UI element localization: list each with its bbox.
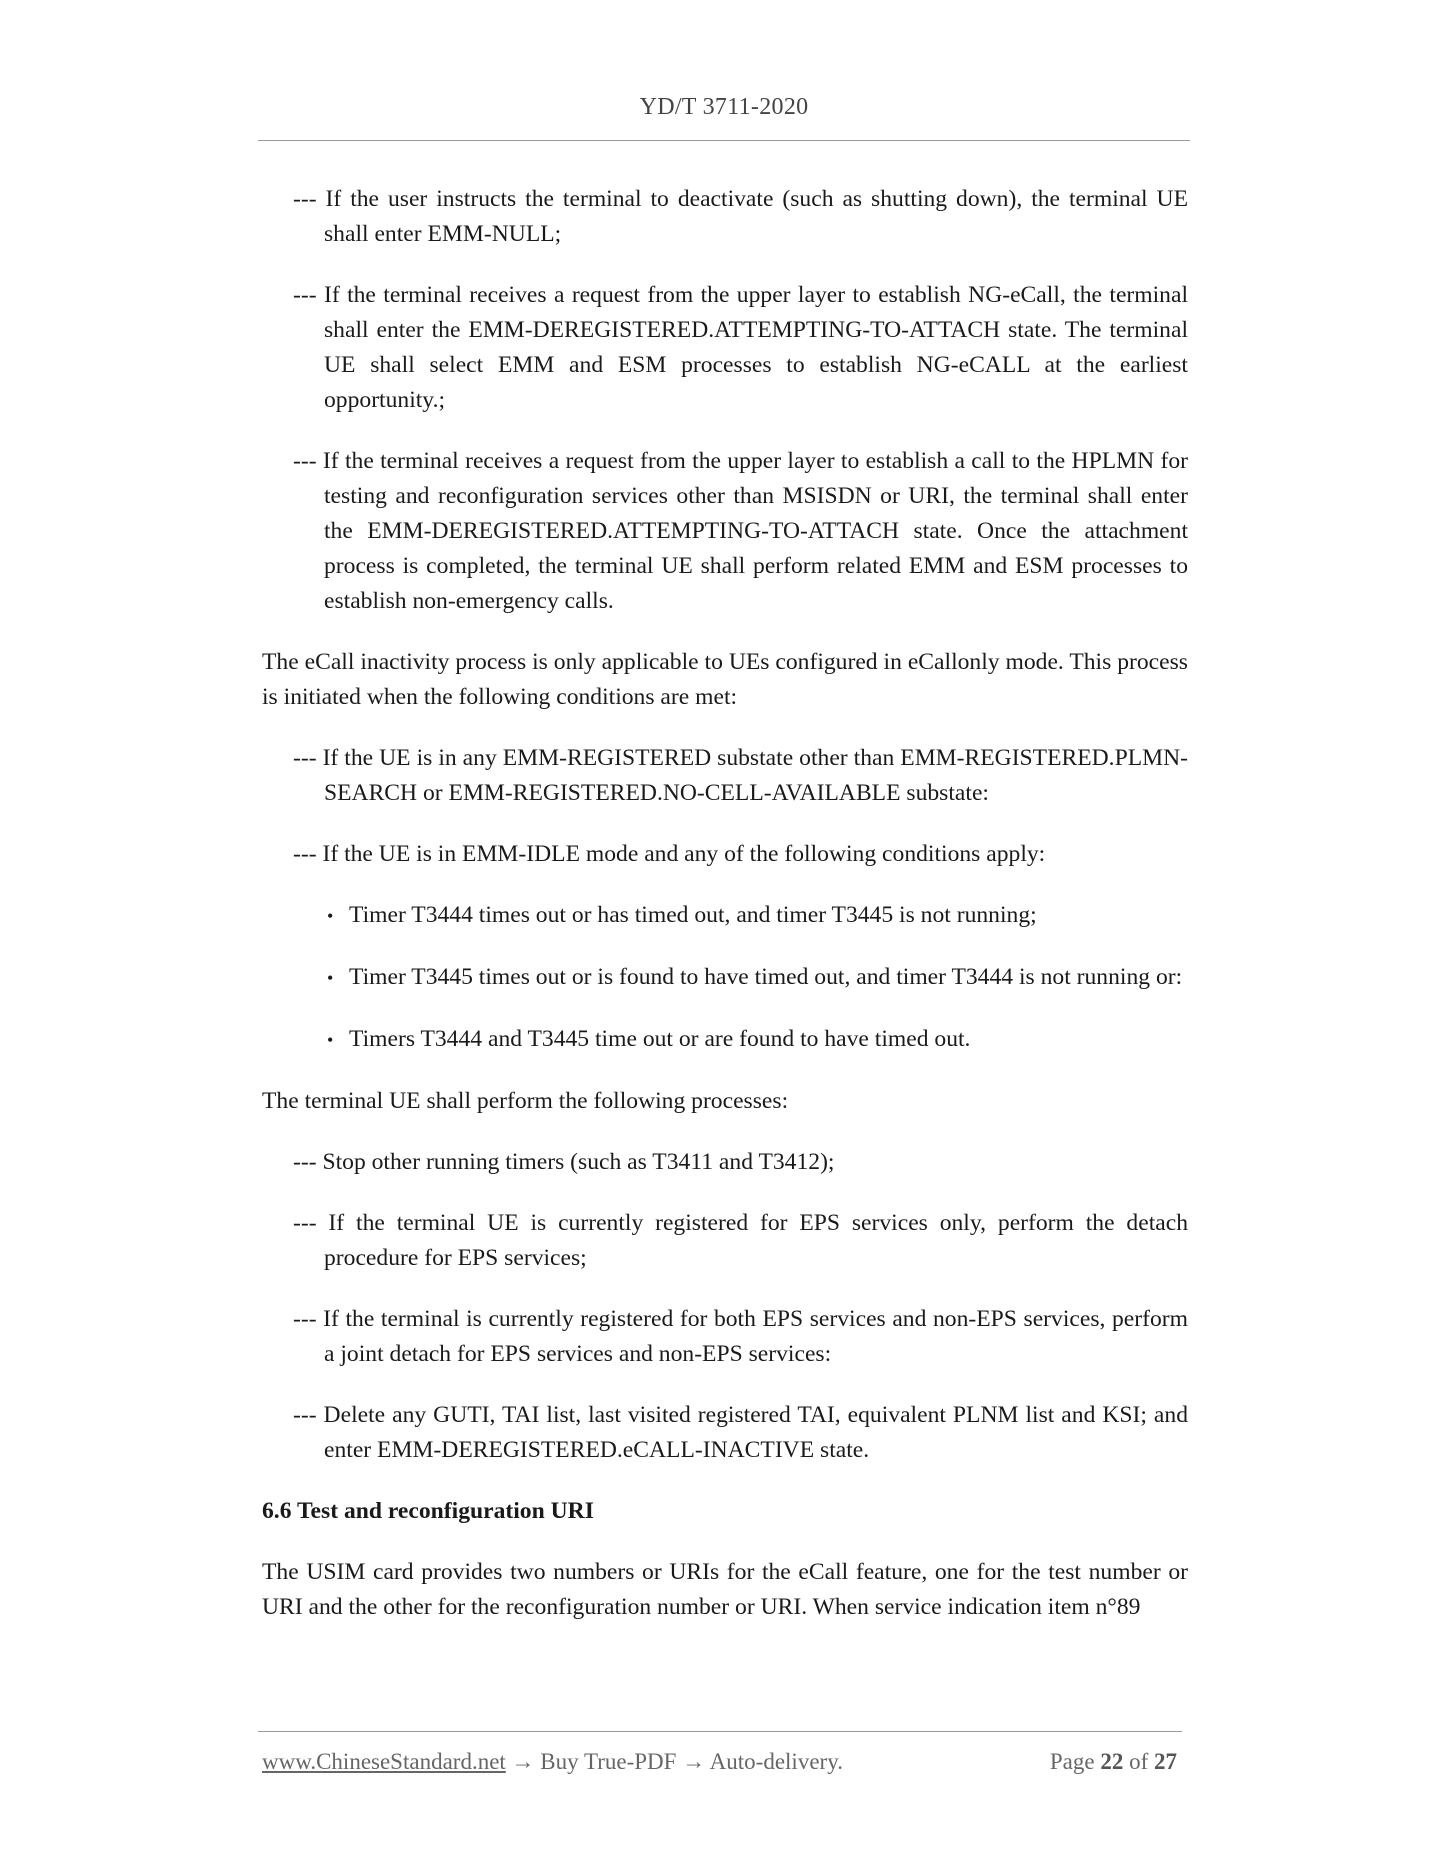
buy-pdf-text: Buy True-PDF: [540, 1749, 677, 1774]
of-label: of: [1129, 1749, 1149, 1774]
page-number: 22: [1100, 1749, 1124, 1774]
bullet-item-both-timers: [262, 1022, 1188, 1058]
page-indicator: [1050, 1749, 1177, 1775]
footer-promo: [262, 1749, 843, 1775]
list-item-delete-guti: --- Delete any GUTI, TAI list, last visited registered TAI, equivalent PLNM list and KSI; and enter EMM-DEREGISTERED.eCALL-INACTIVE state.: [293, 1402, 1188, 1463]
list-item-hplmn-test-call: --- If the terminal receives a request from the upper layer to establish a call to the HPLMN for testing and reconfiguration services other than MSISDN or URI, the terminal shall enter the EMM-DEREGISTERED.ATTEMPTING-TO-ATTACH state. Once the attachment process is completed, the terminal UE shall perform related EMM and ESM processes to establish non-emergency calls.: [293, 448, 1188, 614]
arrow-icon: →: [511, 1749, 535, 1774]
paragraph-inactivity-process: The eCall inactivity process is only applicable to UEs configured in eCallonly mode. This process is initiated when the following conditions are met:: [262, 649, 1188, 710]
header-divider: [258, 140, 1190, 141]
header-standard-number: YD/T 3711-2020: [639, 94, 809, 120]
footer-divider: [258, 1731, 1182, 1732]
bullet-item-t3445: [262, 960, 1188, 996]
site-link[interactable]: www.ChineseStandard.net: [262, 1749, 506, 1774]
auto-delivery-text: Auto-delivery.: [709, 1749, 843, 1774]
bullet-icon: •: [327, 906, 334, 926]
paragraph-ue-processes: The terminal UE shall perform the following processes:: [262, 1088, 789, 1114]
section-heading: 6.6 Test and reconfiguration URI: [262, 1498, 594, 1524]
bullet-text: Timer T3444 times out or has timed out, and timer T3445 is not running;: [349, 902, 1037, 928]
list-item-stop-timers: --- Stop other running timers (such as T3411 and T3412);: [293, 1149, 835, 1175]
paragraph-usim-uris: The USIM card provides two numbers or URIs for the eCall feature, one for the test number or URI and the other for the reconfiguration number or URI. When service indication item n°89: [262, 1559, 1188, 1620]
arrow-icon: →: [682, 1749, 706, 1774]
list-item-emm-idle: --- If the UE is in EMM-IDLE mode and any of the following conditions apply:: [293, 841, 1046, 867]
page-total: 27: [1154, 1749, 1177, 1774]
bullet-icon: •: [327, 1030, 334, 1050]
list-item-eps-detach: --- If the terminal UE is currently registered for EPS services only, perform the detach procedure for EPS services;: [293, 1210, 1188, 1271]
bullet-text: Timer T3445 times out or is found to have timed out, and timer T3444 is not running or:: [349, 964, 1183, 990]
page-content: [262, 182, 1188, 1651]
list-item-deactivate: --- If the user instructs the terminal to deactivate (such as shutting down), the terminal UE shall enter EMM-NULL;: [293, 186, 1188, 247]
bullet-icon: •: [327, 968, 334, 988]
bullet-text: Timers T3444 and T3445 time out or are found to have timed out.: [349, 1026, 971, 1052]
list-item-registered-substate: --- If the UE is in any EMM-REGISTERED substate other than EMM-REGISTERED.PLMN-SEARCH or EMM-REGISTERED.NO-CELL-AVAILABLE substate:: [293, 745, 1188, 806]
bullet-item-t3444: [262, 898, 1188, 934]
list-item-ng-ecall-request: --- If the terminal receives a request from the upper layer to establish NG-eCall, the terminal shall enter the EMM-DEREGISTERED.ATTEMPTING-TO-ATTACH state. The terminal UE shall select EMM and ESM processes to establish NG-eCALL at the earliest opportunity.;: [293, 282, 1188, 413]
page-label: Page: [1049, 1749, 1095, 1774]
list-item-joint-detach: --- If the terminal is currently registered for both EPS services and non-EPS services, perform a joint detach for EPS services and non-EPS services:: [293, 1306, 1188, 1367]
